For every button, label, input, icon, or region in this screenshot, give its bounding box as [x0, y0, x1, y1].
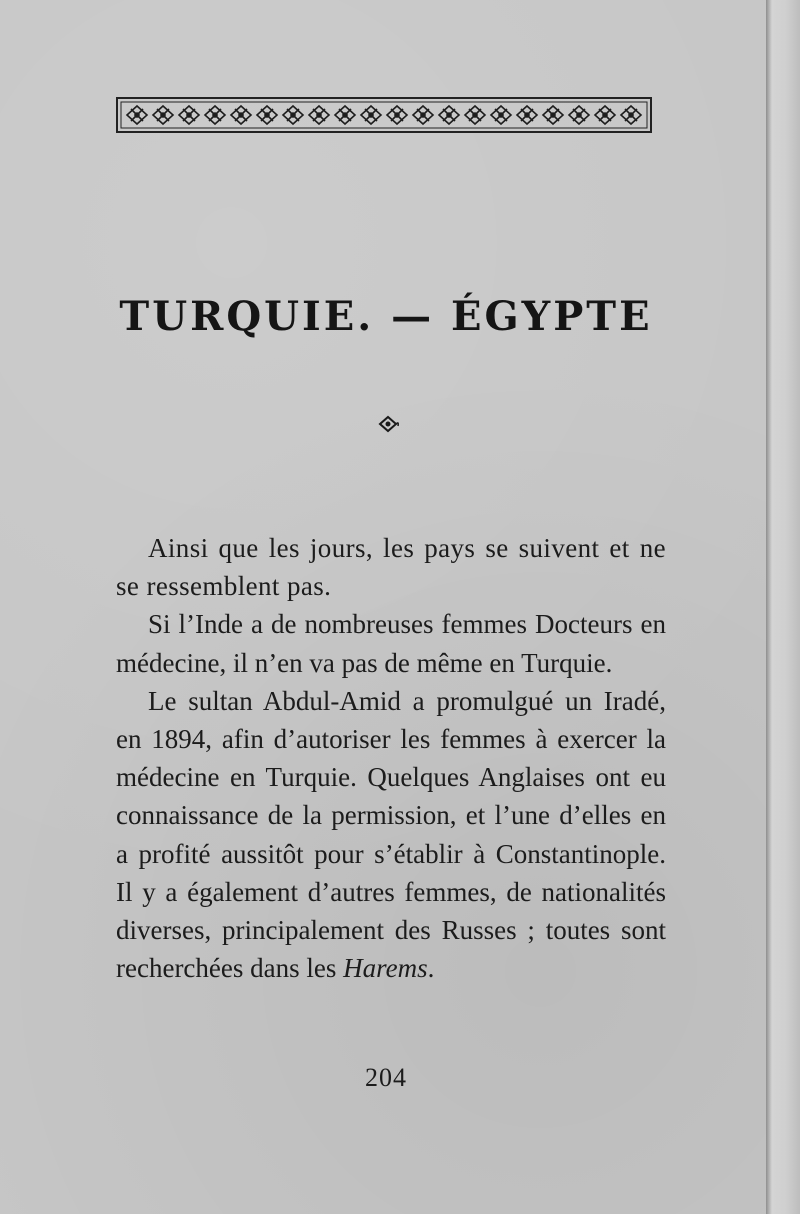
- italic-word: Harems: [343, 953, 428, 984]
- chapter-title: TURQUIE. — ÉGYPTE: [119, 293, 653, 340]
- paragraph-3: [116, 682, 666, 988]
- body-text: [116, 529, 666, 987]
- paragraph-3-text: Le sultan Abdul-Amid a promulgué un Iradé, en 1894, afin d’autoriser les femmes à exercer la médecine en Turquie. Quelques Anglaises ont eu connaissance de la permission, et l’une d’elles en a profité aussitôt pour s’établir à Constantinople. Il y a également d’autres femmes, de nationalités diverses, principalement des Russes ; toutes sont recherchées dans les: [116, 685, 666, 984]
- final-punctuation: .: [427, 953, 435, 984]
- page-number: 204: [365, 1063, 407, 1092]
- paragraph-2: Si l’Inde a de nombreuses femmes Docteurs en médecine, il n’en va pas de même en Turquie.: [116, 609, 666, 678]
- fleuron-icon: [376, 414, 400, 434]
- paragraph-1: Ainsi que les jours, les pays se suivent et ne se ressemblent pas.: [116, 533, 666, 602]
- header-ornament-band: [116, 97, 652, 133]
- page-edge: [766, 0, 800, 1214]
